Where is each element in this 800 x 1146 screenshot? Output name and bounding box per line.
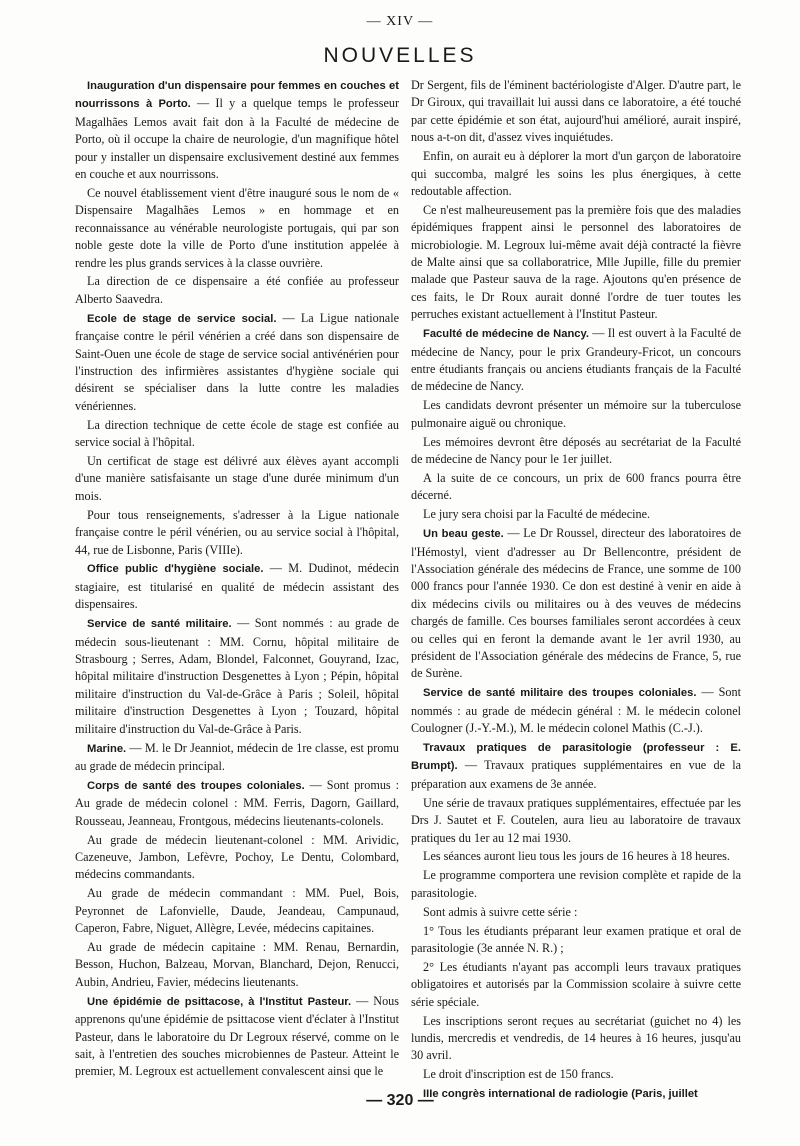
news-text: Enfin, on aurait eu à déplorer la mort d'un garçon de laboratoire qui succomba, malgré les soins les plus énergiques, à cette redoutable affection. bbox=[411, 149, 741, 198]
left-column bbox=[75, 77, 399, 1082]
right-column bbox=[411, 77, 741, 1105]
news-paragraph bbox=[411, 506, 741, 523]
news-paragraph bbox=[75, 777, 399, 830]
news-text: La direction technique de cette école de stage est confiée au service social à l'hôpital. bbox=[75, 417, 399, 450]
news-text: Au grade de médecin capitaine : MM. Renau, Bernardin, Besson, Huchon, Balzeau, Morvan, Blanchard, Dejon, Renucci, Aubin, Andrieu, Favier, médecins lieutenants. bbox=[75, 940, 399, 989]
news-text: Les mémoires devront être déposés au secrétariat de la Faculté de médecine de Nancy pour le 1er juillet. bbox=[411, 434, 741, 467]
news-text: Ce n'est malheureusement pas la première fois que des maladies épidémiques frappent ainsi le personnel des laboratoires de microbiologie. M. Legroux lui-même avait déjà contracté la fièvre de Malte ainsi que sa collaboratrice, Mlle Jupille, fille du premier malade que Pasteur sauva de la rage. Ajoutons qu'en présence de ces faits, le Dr Roux aurait donné l'ordre de tuer toutes les perruches existant actuellement à l'Institut Pasteur. bbox=[411, 202, 741, 322]
news-heading: Service de santé militaire. bbox=[87, 618, 232, 631]
news-heading: Marine. bbox=[87, 742, 127, 755]
news-paragraph bbox=[411, 923, 741, 958]
news-text: Au grade de médecin commandant : MM. Puel, Bois, Peyronnet de Lafonvielle, Daude, Jeandeau, Campunaud, Caperon, Fabre, Niguet, Allègre, Levée, médecins capitaines. bbox=[75, 886, 399, 936]
news-text: — Sont nommés : au grade de médecin général : M. le médecin colonel Coulogner (J.-Y.-M.), M. le médecin colonel Mathis (C.-J.). bbox=[411, 685, 741, 736]
news-paragraph bbox=[75, 310, 399, 415]
news-heading: IIIe congrès international de radiologie (Paris, juillet bbox=[423, 1088, 698, 1101]
news-text: 1° Tous les étudiants préparant leur examen pratique et oral de parasitologie (3e année N. R.) ; bbox=[411, 923, 741, 955]
news-paragraph bbox=[411, 1013, 741, 1065]
news-text: Au grade de médecin lieutenant-colonel : MM. Arividic, Cazeneuve, Jambon, Lefèvre, Pochoy, Le Dentu, Colombard, médecins commandants. bbox=[75, 832, 399, 882]
news-paragraph bbox=[75, 453, 399, 505]
news-paragraph bbox=[75, 993, 399, 1081]
news-paragraph bbox=[75, 832, 399, 884]
news-text: Le droit d'inscription est de 150 francs. bbox=[423, 1067, 614, 1082]
news-text: — Sont nommés : au grade de médecin sous-lieutenant : MM. Cornu, hôpital militaire de Strasbourg ; Serres, Adam, Blondel, Falconnet, Gouyrand, Izac, hôpital militaire d'instruction Desgenettes à Lyon ; Pépin, hôpital militaire d'instruction du Val-de-Grâce à Paris ; Soleil, hôpital militaire d'instruction Desgenettes à Lyon ; Touzard, hôpital militaire d'instruction du Val-de-Grâce à Paris. bbox=[75, 616, 400, 736]
news-paragraph bbox=[411, 148, 741, 200]
news-paragraph bbox=[411, 470, 741, 505]
news-paragraph bbox=[75, 885, 399, 937]
news-text: Une série de travaux pratiques supplémentaires, effectuée par les Drs J. Sautet et F. Coutelen, aura lieu au laboratoire de travaux pratiques du 1er au 12 mai 1930. bbox=[411, 795, 741, 845]
news-heading: Inauguration d'un dispensaire pour femmes en couches et nourrissons à Porto. bbox=[75, 80, 399, 111]
news-text: — Sont promus : Au grade de médecin colonel : MM. Ferris, Dagorn, Gaillard, Rousseau, Jeanneau, Frontgous, médecins lieutenants-colonels. bbox=[75, 777, 399, 828]
news-text: Le programme comportera une revision complète et rapide de la parasitologie. bbox=[411, 868, 741, 900]
news-paragraph bbox=[411, 867, 741, 902]
news-paragraph bbox=[411, 959, 741, 1011]
news-text: Pour tous renseignements, s'adresser à la Ligue nationale française contre le péril vénérien, ou au service social à l'hôpital, 44, rue de Lisbonne, Paris (VIIIe). bbox=[75, 507, 399, 557]
section-title: NOUVELLES bbox=[323, 44, 477, 67]
news-text: Dr Sergent, fils de l'éminent bactériologiste d'Alger. D'autre part, le Dr Giroux, qui travaillait lui aussi dans ce laboratoire, a été touché par cette épidémie et son état, aujourd'hui amélioré, aurait inspiré, nous a-t-on dit, d'assez vives inquiétudes. bbox=[411, 78, 741, 145]
news-text: Les inscriptions seront reçues au secrétariat (guichet no 4) les lundis, mercredis et vendredis, de 14 heures à 16 heures, jusqu'au 30 avril. bbox=[411, 1013, 741, 1063]
news-text: La direction de ce dispensaire a été confiée au professeur Alberto Saavedra. bbox=[75, 274, 399, 306]
news-text: — Le Dr Roussel, directeur des laboratoires de l'Hémostyl, vient d'adresser au Dr Bellencontre, président de l'Association générale des médecins de France, une somme de 100 000 francs pour l'année 1930. Ce don est destiné à venir en aide à dix médecins civils ou militaires ou à des veuves de médecins chargés de famille. Ces bourses familiales seront accordées à ceux ou celles qui en feront la demande avant le 1er avril 1930, au président de l'Association générale des médecins de France, 5, rue de Surène. bbox=[411, 526, 741, 681]
news-paragraph bbox=[75, 939, 399, 991]
news-paragraph bbox=[411, 795, 741, 847]
news-text: A la suite de ce concours, un prix de 600 francs pourra être décerné. bbox=[411, 470, 741, 503]
news-paragraph bbox=[411, 325, 741, 396]
news-text: — La Ligue nationale française contre le péril vénérien a créé dans son dispensaire de Saint-Ouen une école de stage de service social antivénérien pour l'instruction des infirmières assistantes d'hygiène sociale qui désirent se spécialiser dans la lutte contre les maladies vénériennes. bbox=[75, 310, 400, 413]
news-paragraph bbox=[75, 417, 399, 452]
news-paragraph bbox=[411, 434, 741, 469]
news-paragraph bbox=[411, 904, 741, 921]
news-text: Ce nouvel établissement vient d'être inauguré sous le nom de « Dispensaire Magalhães Lemos » en hommage et en reconnaissance au vénérable neurologiste portugais, qui par son noble geste dote la ville de Porto d'une institution appelée à rendre les plus grands services à la classe ouvrière. bbox=[75, 185, 399, 270]
news-text: — Il y a quelque temps le professeur Magalhães Lemos avait fait don à la Faculté de médecine de Porto, où il occupe la chaire de neurologie, d'un magnifique hôtel pour y installer un dispensaire exclusivement destiné aux femmes en couche et aux nourrissons. bbox=[75, 96, 400, 182]
news-text: Un certificat de stage est délivré aux élèves ayant accompli d'une manière satisfaisante un stage d'une durée minimum d'un mois. bbox=[75, 454, 399, 503]
news-text: 2° Les étudiants n'ayant pas accompli leurs travaux pratiques obligatoires et autorisés par la Commission scolaire à suivre cette série spéciale. bbox=[411, 959, 741, 1009]
news-paragraph bbox=[75, 507, 399, 559]
news-text: Sont admis à suivre cette série : bbox=[423, 904, 578, 919]
news-text: — M. Dudinot, médecin stagiaire, est titularisé en qualité de médecin assistant des dispensaires. bbox=[75, 561, 399, 612]
news-heading: Un beau geste. bbox=[423, 528, 504, 541]
news-paragraph bbox=[75, 77, 399, 183]
news-heading: Service de santé militaire des troupes coloniales. bbox=[423, 687, 697, 700]
news-heading: Travaux pratiques de parasitologie (professeur : E. Brumpt). bbox=[411, 742, 741, 773]
roman-page-header: — XIV — bbox=[366, 14, 434, 29]
news-heading: Office public d'hygiène sociale. bbox=[87, 563, 264, 576]
news-text: — Il est ouvert à la Faculté de médecine de Nancy, pour le prix Grandeury-Fricot, un concours entre étudiants français ou anciens étudiants français de la Faculté de médecine de Nancy. bbox=[411, 326, 741, 394]
news-paragraph bbox=[75, 273, 399, 308]
news-paragraph bbox=[75, 185, 399, 272]
news-heading: Faculté de médecine de Nancy. bbox=[423, 328, 590, 341]
news-paragraph bbox=[411, 848, 741, 865]
news-text: Les séances auront lieu tous les jours de 16 heures à 18 heures. bbox=[423, 849, 730, 864]
page-number: — 320 — bbox=[366, 1092, 434, 1109]
news-text: Le jury sera choisi par la Faculté de médecine. bbox=[423, 507, 651, 522]
news-text: — Nous apprenons qu'une épidémie de psittacose vient d'éclater à l'Institut Pasteur, dans le laboratoire du Dr Legroux réservé, comme on le sait, à l'entretien des souches microbiennes de Pasteur. Atteint le premier, M. Legroux est actuellement convalescent ainsi que le bbox=[75, 993, 400, 1079]
news-paragraph bbox=[411, 1066, 741, 1083]
news-text: — M. le Dr Jeanniot, médecin de 1re classe, est promu au grade de médecin principal. bbox=[75, 740, 399, 773]
news-paragraph bbox=[411, 525, 741, 683]
news-heading: Une épidémie de psittacose, à l'Institut Pasteur. bbox=[87, 995, 352, 1008]
news-paragraph bbox=[411, 684, 741, 737]
news-heading: Ecole de stage de service social. bbox=[87, 312, 277, 325]
news-text: Les candidats devront présenter un mémoire sur la tuberculose pulmonaire aiguë ou chronique. bbox=[411, 398, 741, 430]
news-paragraph bbox=[411, 739, 741, 793]
news-paragraph bbox=[75, 560, 399, 613]
news-paragraph bbox=[75, 615, 399, 738]
news-paragraph bbox=[411, 397, 741, 432]
news-text: — Travaux pratiques supplémentaires en vue de la préparation aux examens de 3e année. bbox=[411, 758, 741, 791]
news-paragraph bbox=[75, 740, 399, 776]
news-paragraph bbox=[411, 202, 741, 324]
news-heading: Corps de santé des troupes coloniales. bbox=[87, 779, 305, 792]
news-paragraph bbox=[411, 77, 741, 147]
